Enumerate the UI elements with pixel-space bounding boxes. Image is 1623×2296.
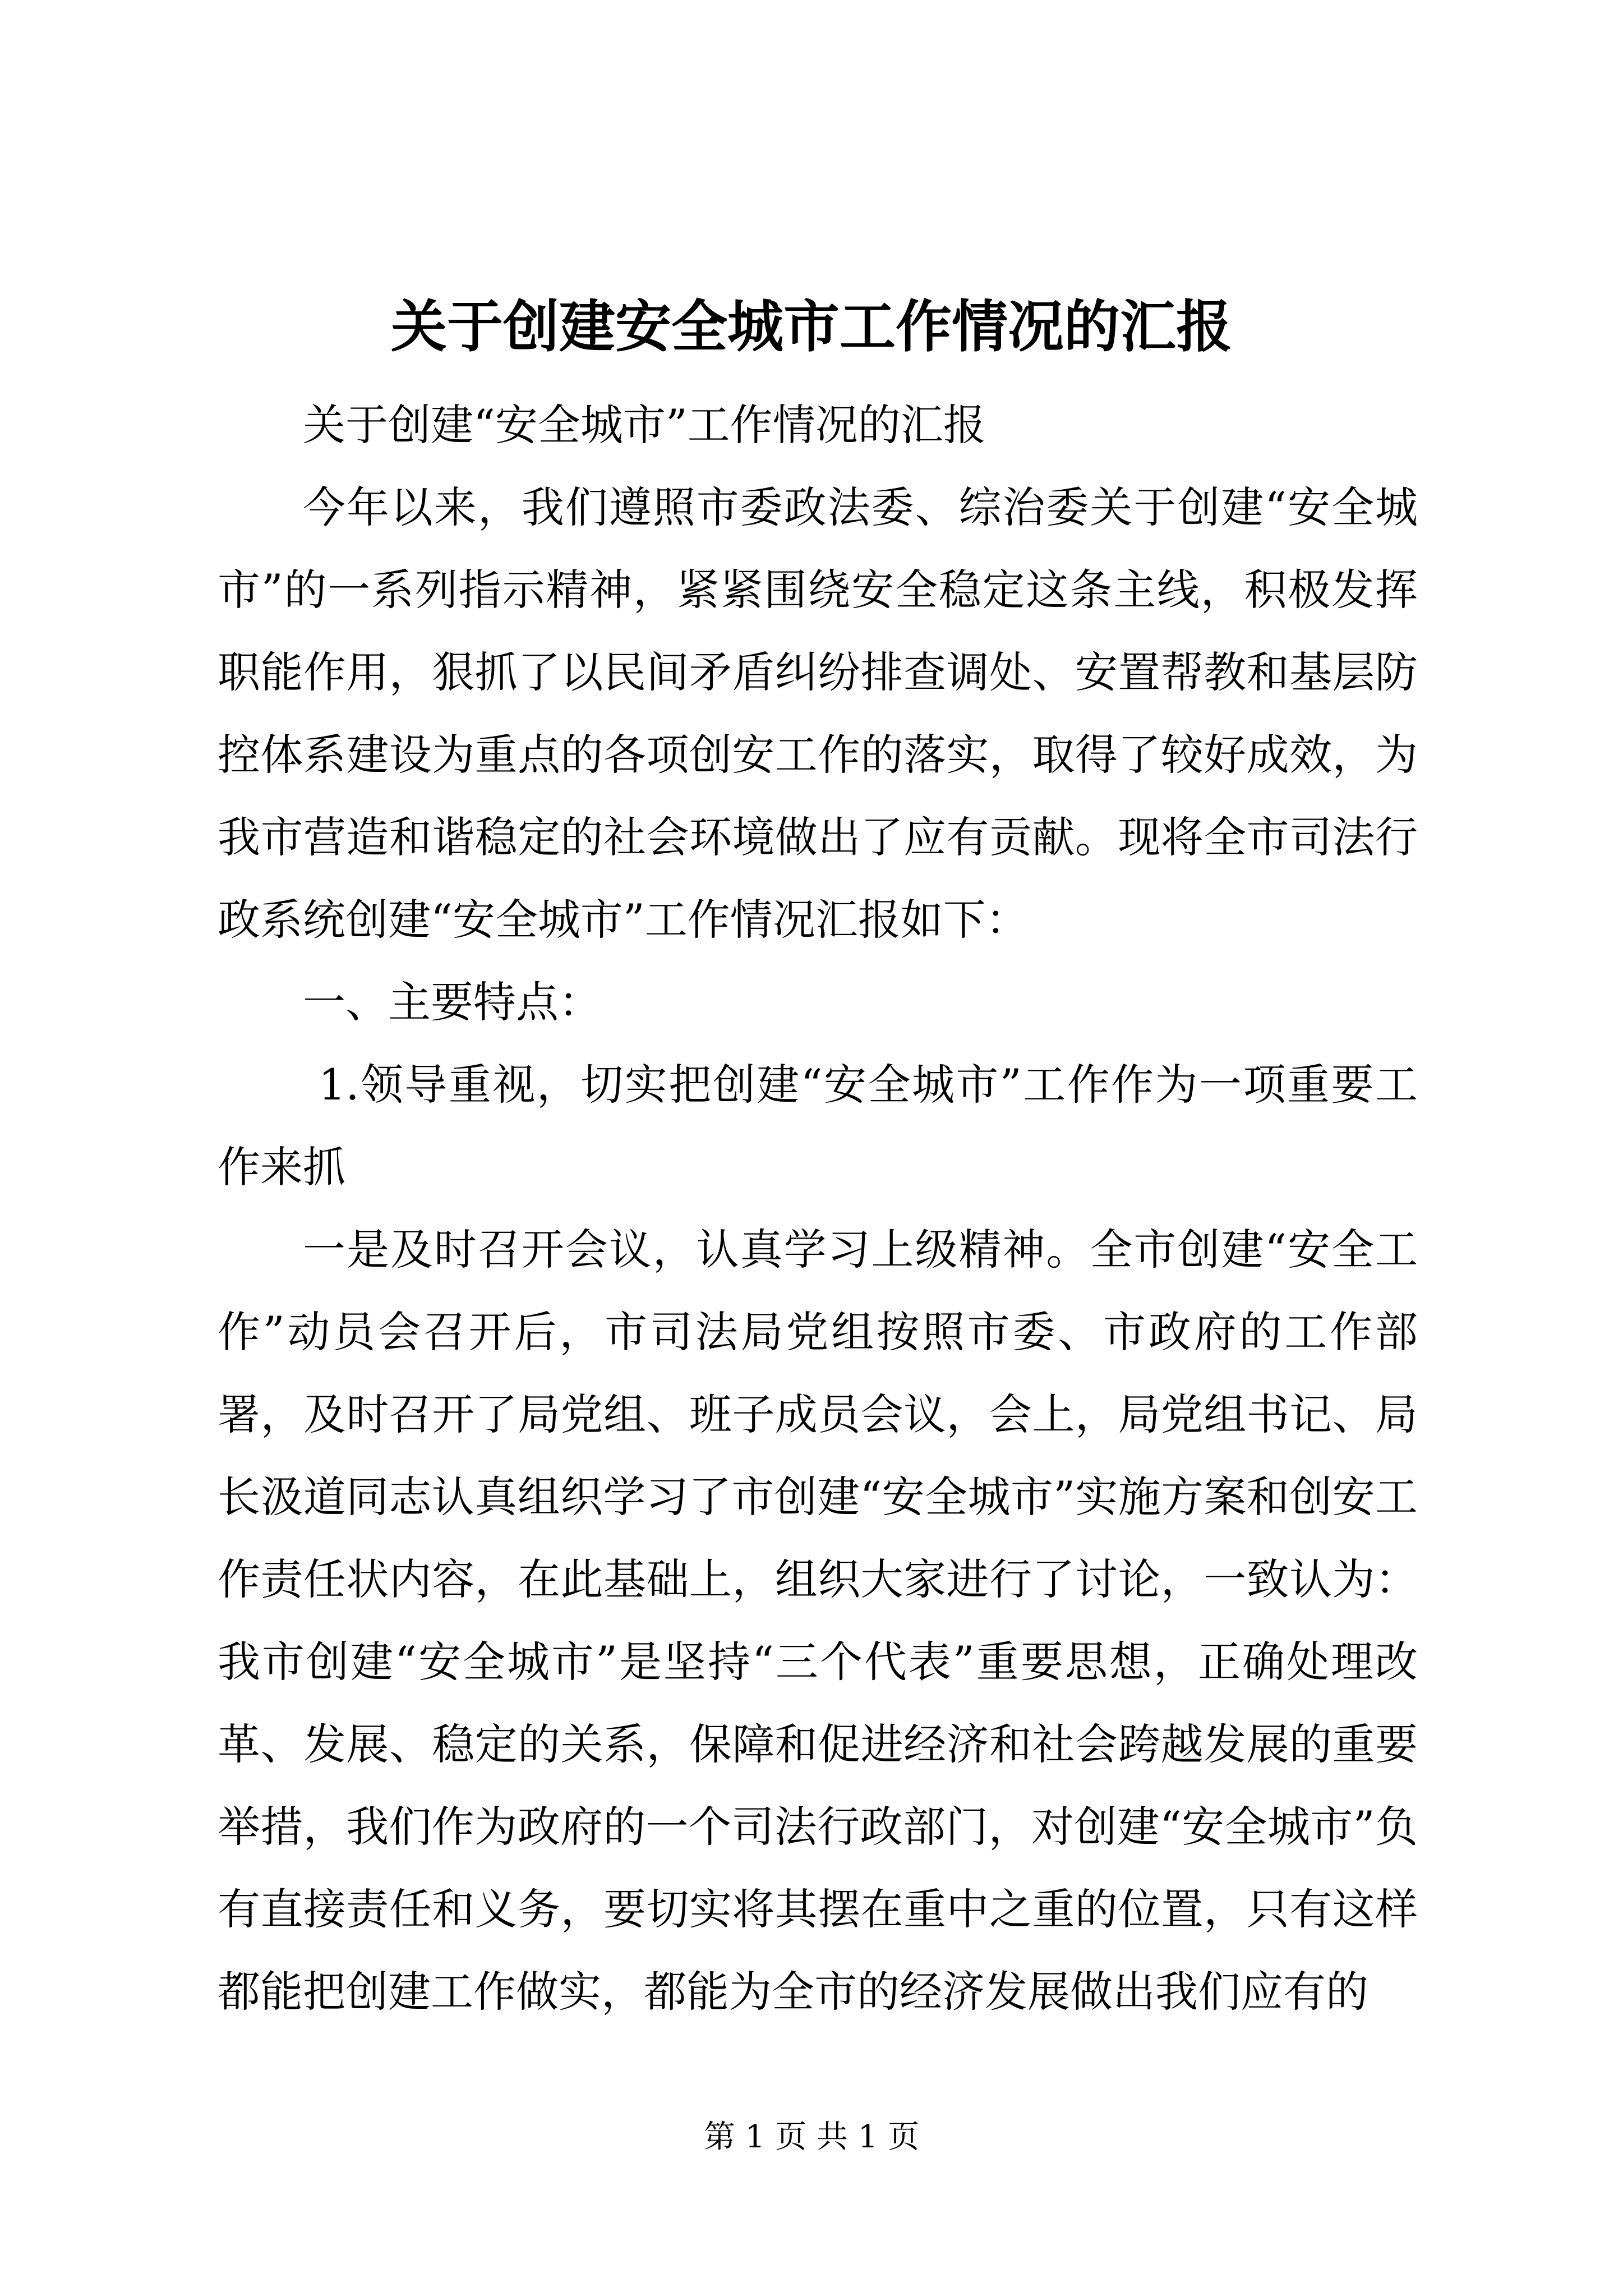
document-body xyxy=(218,384,1418,2033)
document-title: 关于创建安全城市工作情况的汇报 xyxy=(391,293,1232,360)
body-paragraph: 一是及时召开会议，认真学习上级精神。全市创建“安全工作”动员会召开后，市司法局党组按照市委、市政府的工作部署，及时召开了局党组、班子成员会议，会上，局党组书记、局长汲道同志认真组织学习了市创建“安全城市”实施方案和创安工作责任状内容，在此基础上，组织大家进行了讨论，一致认为：我市创建“安全城市”是坚持“三个代表”重要思想，正确处理改革、发展、稳定的关系，保障和促进经济和社会跨越发展的重要举措，我们作为政府的一个司法行政部门，对创建“安全城市”负有直接责任和义务，要切实将其摆在重中之重的位置，只有这样都能把创建工作做实，都能为全市的经济发展做出我们应有的 xyxy=(218,1225,1418,2017)
subtitle-paragraph: 关于创建“安全城市”工作情况的汇报 xyxy=(303,400,986,450)
intro-paragraph: 今年以来，我们遵照市委政法委、综治委关于创建“安全城市”的一系列指示精神，紧紧围绕安全稳定这条主线，积极发挥职能作用，狠抓了以民间矛盾纠纷排查调处、安置帮教和基层防控体系建设为重点的各项创安工作的落实，取得了较好成效，为我市营造和谐稳定的社会环境做出了应有贡献。现将全市司法行政系统创建“安全城市”工作情况汇报如下： xyxy=(218,482,1418,945)
section-heading: 一、主要特点： xyxy=(303,977,601,1027)
subsection-heading: 1.领导重视，切实把创建“安全城市”工作作为一项重要工作来抓 xyxy=(218,1060,1418,1192)
page-footer: 第 1 页 共 1 页 xyxy=(703,2119,920,2155)
